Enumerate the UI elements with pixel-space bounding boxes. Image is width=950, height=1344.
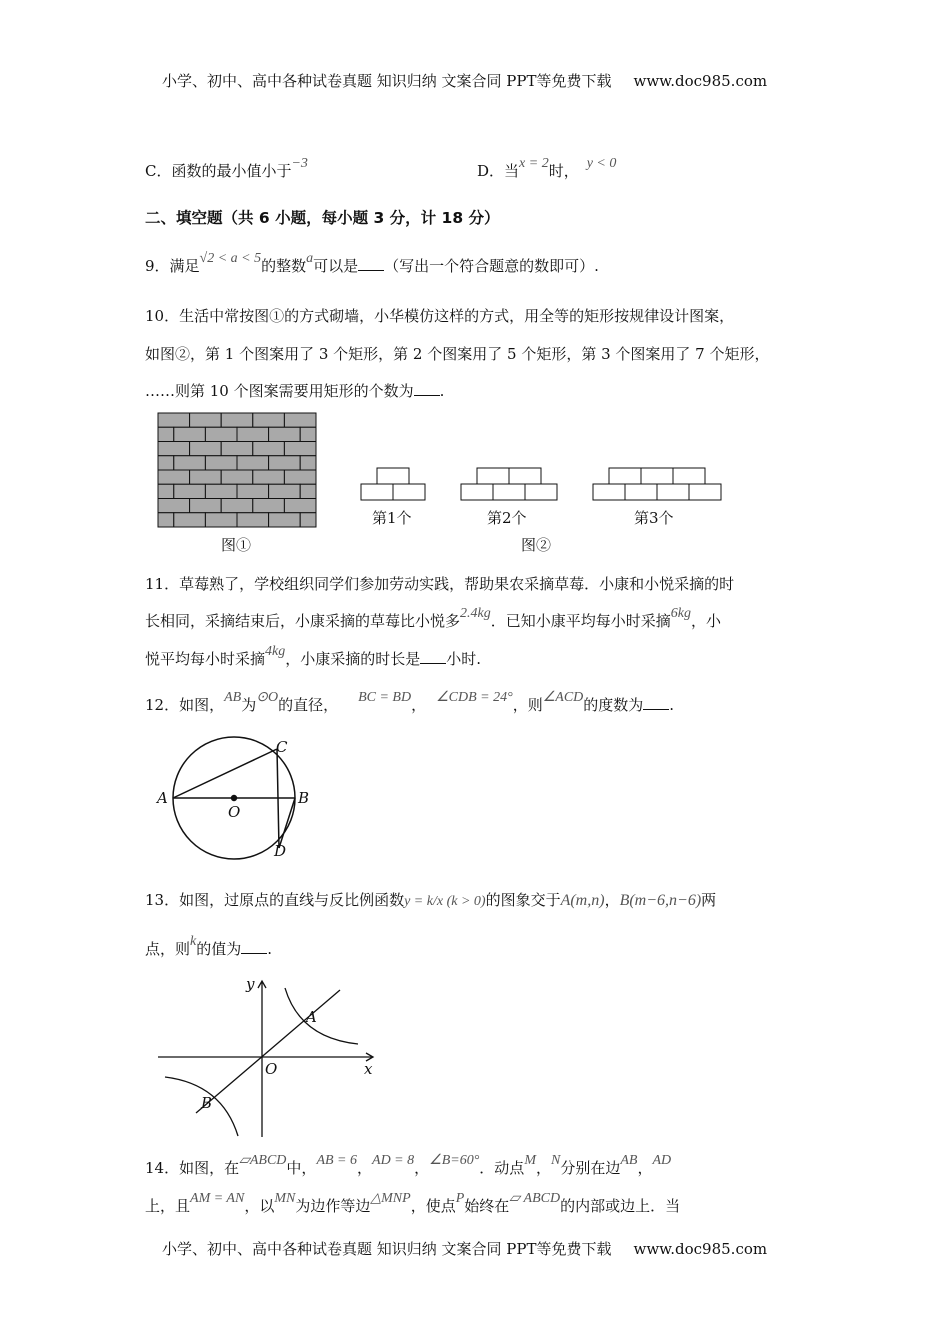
label-o: O [228, 803, 241, 821]
text: ，小康采摘的时长是 [285, 650, 421, 668]
brick [641, 468, 673, 484]
math: M [524, 1153, 536, 1168]
pattern2-caption: 第2个 [487, 509, 527, 527]
brick [158, 513, 174, 527]
math: 4kg [265, 644, 286, 659]
brick [190, 413, 222, 427]
text: ， [411, 696, 427, 714]
brick-pattern-figures [361, 468, 721, 500]
brick [205, 427, 237, 441]
text: ， [414, 1159, 430, 1177]
text: 悦平均每小时采摘 [145, 650, 266, 668]
math: BC = BD [358, 690, 412, 705]
brick [377, 468, 409, 484]
brick [284, 470, 316, 484]
brick [269, 456, 301, 470]
text: 分别在边 [560, 1159, 621, 1177]
text: 9．满足 [145, 257, 200, 275]
math: ▱ABCD [239, 1153, 287, 1168]
math: −3 [291, 156, 308, 171]
text: 的直径， [278, 696, 339, 714]
point-a-label: A [306, 1008, 317, 1026]
brick [237, 513, 269, 527]
label-d: D [274, 842, 287, 860]
brick [190, 442, 222, 456]
brick [300, 513, 316, 527]
math: AD [652, 1153, 672, 1168]
brick [221, 470, 253, 484]
text: 的值为 [196, 940, 242, 958]
question-12: 12．如图，AB为⊙O的直径， BC = BD， ∠CDB = 24°，则∠ACD的度数为 . [145, 690, 675, 714]
point-b-label: B [201, 1094, 213, 1112]
math: √2 < a < 5 [199, 251, 262, 266]
label-b: B [298, 789, 310, 807]
text: 长相同，采摘结束后，小康采摘的草莓比小悦多 [145, 612, 461, 630]
q14-line2 [145, 1191, 681, 1216]
text: ， [357, 1159, 373, 1177]
brick [300, 456, 316, 470]
section-title: 二、填空题（共 6 小题，每小题 3 分，计 18 分） [145, 209, 500, 227]
text: 小时. [446, 650, 482, 668]
math: ∠ACD [542, 690, 584, 705]
coordinate-figure [158, 981, 373, 1137]
pattern3-caption: 第3个 [634, 509, 674, 527]
answer-blank[interactable] [643, 697, 669, 710]
text: 两 [701, 891, 717, 909]
brick [477, 468, 509, 484]
brick [393, 484, 425, 500]
math: 2.4kg [460, 606, 491, 621]
header-site: www.doc985.com [633, 72, 768, 90]
axis-label-x: x [364, 1060, 373, 1078]
text: 14．如图，在 [145, 1159, 240, 1177]
math: ⊙O [256, 690, 279, 705]
brick [158, 499, 190, 513]
brick [253, 499, 285, 513]
brick [657, 484, 689, 500]
brick [525, 484, 557, 500]
math: y < 0 [586, 156, 617, 171]
math: k [190, 934, 197, 949]
text: 始终在 [464, 1197, 510, 1215]
brick [284, 413, 316, 427]
header-text: 小学、初中、高中各种试卷真题 知识归纳 文案合同 PPT等免费下载 [162, 72, 612, 90]
brick [269, 427, 301, 441]
brick [221, 413, 253, 427]
text: ，则 [512, 696, 543, 714]
text: ，以 [244, 1197, 275, 1215]
brick [158, 442, 190, 456]
answer-blank[interactable] [241, 941, 267, 954]
fig1-caption: 图① [221, 536, 252, 554]
brick [284, 442, 316, 456]
text: 为 [241, 696, 257, 714]
brick [237, 456, 269, 470]
brick [158, 470, 190, 484]
math: ∠B=60° [429, 1153, 480, 1168]
footer-text: 小学、初中、高中各种试卷真题 知识归纳 文案合同 PPT等免费下载 [162, 1240, 612, 1258]
q10-line1: 10．生活中常按图①的方式砌墙，小华模仿这样的方式，用全等的矩形按规律设计图案， [145, 307, 735, 325]
brick [253, 413, 285, 427]
math: AB = 6 [316, 1153, 357, 1168]
q14-line1 [145, 1153, 672, 1178]
math: P [455, 1191, 465, 1206]
text: D．当 [477, 162, 520, 180]
math: B(m−6,n−6) [619, 892, 702, 909]
text: ，使点 [410, 1197, 456, 1215]
text: 12．如图， [145, 696, 225, 714]
brick [190, 470, 222, 484]
text: ．已知小康平均每小时采摘 [490, 612, 671, 630]
brick [284, 499, 316, 513]
brick-wall-figure [158, 413, 316, 527]
brick [158, 456, 174, 470]
brick [158, 413, 190, 427]
pattern1-caption: 第1个 [372, 509, 412, 527]
brick [593, 484, 625, 500]
math: y = k/x (k > 0) [404, 894, 486, 909]
footer-site: www.doc985.com [633, 1240, 768, 1258]
brick [205, 513, 237, 527]
brick [221, 499, 253, 513]
text: 的图象交于 [485, 891, 561, 909]
math: ▱ ABCD [509, 1191, 561, 1206]
text: ……则第 10 个图案需要用矩形的个数为 [145, 382, 414, 400]
brick [461, 484, 493, 500]
math: N [551, 1153, 561, 1168]
brick [158, 484, 174, 498]
brick [237, 484, 269, 498]
math: MN [274, 1191, 296, 1206]
origin-label: O [265, 1060, 278, 1078]
brick [253, 442, 285, 456]
brick [174, 427, 206, 441]
brick [190, 499, 222, 513]
brick [174, 484, 206, 498]
q10-line3: ……则第 10 个图案需要用矩形的个数为 . [145, 382, 445, 400]
math: x = 2 [519, 156, 549, 171]
brick [673, 468, 705, 484]
text: （写出一个符合题意的数即可）. [384, 257, 599, 275]
brick [221, 442, 253, 456]
brick [158, 427, 174, 441]
answer-blank[interactable] [420, 651, 446, 664]
brick [300, 484, 316, 498]
brick [300, 427, 316, 441]
text: 为边作等边 [295, 1197, 371, 1215]
q11-line1: 11．草莓熟了，学校组织同学们参加劳动实践，帮助果农采摘草莓．小康和小悦采摘的时 [145, 575, 735, 593]
q13-line2: 点，则k的值为 . [145, 934, 273, 958]
text: 13．如图，过原点的直线与反比例函数 [145, 891, 405, 909]
brick [625, 484, 657, 500]
math: 6kg [670, 606, 691, 621]
q11-line3 [145, 644, 482, 669]
text: 的整数 [261, 257, 307, 275]
math: AB [620, 1153, 638, 1168]
brick [174, 513, 206, 527]
q13-line1 [145, 889, 716, 910]
brick [269, 513, 301, 527]
text: 点，则 [145, 940, 191, 958]
text: 中， [286, 1159, 317, 1177]
text: 时， [548, 162, 579, 180]
q11-line2 [145, 606, 721, 631]
text: 的内部或边上．当 [560, 1197, 681, 1215]
brick [205, 484, 237, 498]
math: △MNP [370, 1191, 411, 1206]
brick [609, 468, 641, 484]
math: AM = AN [190, 1191, 245, 1206]
text: 的度数为 [583, 696, 644, 714]
text: ， [604, 891, 620, 909]
brick [509, 468, 541, 484]
text: ， [535, 1159, 551, 1177]
page-footer [162, 1238, 767, 1259]
math: ∠CDB = 24° [436, 690, 513, 705]
text: 上，且 [145, 1197, 191, 1215]
brick [689, 484, 721, 500]
math: a [306, 251, 314, 266]
math: AB [224, 690, 242, 705]
brick [493, 484, 525, 500]
text: ，小 [690, 612, 721, 630]
axis-label-y: y [246, 975, 255, 993]
label-c: C [276, 738, 288, 756]
brick [174, 456, 206, 470]
brick [205, 456, 237, 470]
brick [361, 484, 393, 500]
q10-line2: 如图②，第 1 个图案用了 3 个矩形，第 2 个图案用了 5 个矩形，第 3 个图案用了 7 个矩形， [145, 345, 770, 363]
fig2-caption: 图② [521, 536, 552, 554]
brick [237, 427, 269, 441]
math: A(m,n) [560, 892, 605, 909]
text: 可以是 [313, 257, 359, 275]
brick [269, 484, 301, 498]
math: AD = 8 [372, 1153, 415, 1168]
text: ， [637, 1159, 653, 1177]
brick [253, 470, 285, 484]
text: ．动点 [479, 1159, 525, 1177]
option-c: C．函数的最小值小于 [145, 162, 292, 180]
label-a: A [157, 789, 168, 807]
